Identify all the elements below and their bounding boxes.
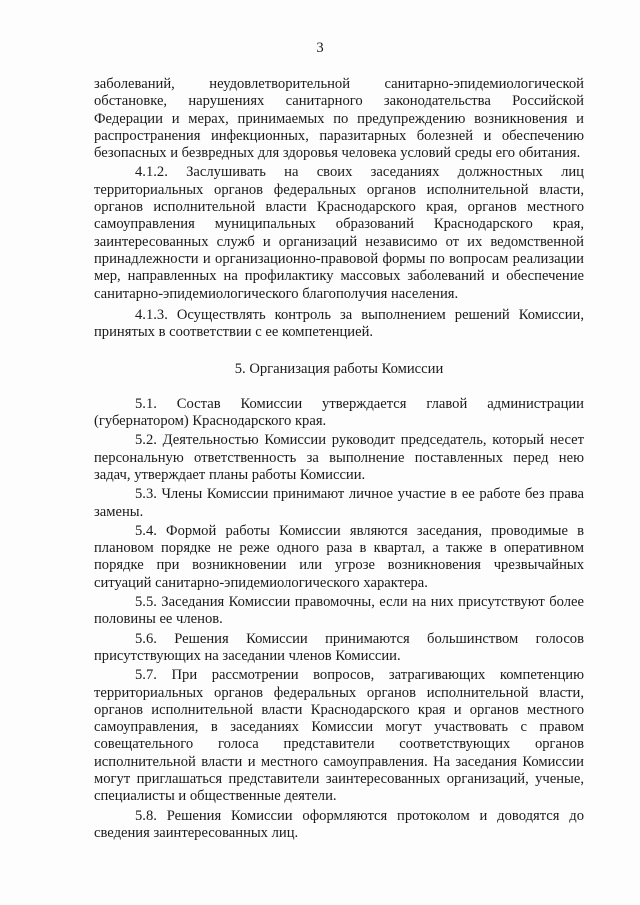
paragraph-4-1-2: 4.1.2. Заслушивать на своих заседаниях должностных лиц территориальных органов федеральных органов исполнительной власти, органов исполнительной власти Краснодарского края, органов местного самоуправления муниципальных образований Краснодарского края, заинтересованных служб и организаций независимо от их ведомственной принадлежности и организационно-правовой формы по вопросам реализации мер, направленных на профилактику массовых заболеваний и обеспечение санитарно-эпидемиологического благополучия населения. [94,164,584,302]
paragraph-5-7: 5.7. При рассмотрении вопросов, затрагивающих компетенцию территориальных органов федеральных органов исполнительной власти, органов исполнительной власти Краснодарского края и органов местного самоуправления, в заседаниях Комиссии могут участвовать с правом совещательного голоса представители соответствующих органов исполнительной власти и местного самоуправления. На заседания Комиссии могут приглашаться представители заинтересованных организаций, ученые, специалисты и общественные деятели. [94,667,584,805]
document-body [94,76,584,842]
section-heading: 5. Организация работы Комиссии [234,361,444,378]
paragraph-5-5: 5.5. Заседания Комиссии правомочны, если на них присутствуют более половины ее членов. [94,594,584,628]
paragraph-5-2: 5.2. Деятельностью Комиссии руководит председатель, который несет персональную ответственность за выполнение поставленных перед нею задач, утверждает планы работы Комиссии. [94,432,584,483]
page-number: 3 [316,40,324,56]
paragraph-continuation: заболеваний, неудовлетворительной санитарно-эпидемиологической обстановке, нарушениях санитарного законодательства Российской Федерации и мерах, принимаемых по предупреждению возникновения и распространения инфекционных, паразитарных болезней и обеспечению безопасных и безвредных для здоровья человека условий среды его обитания. [94,76,584,162]
paragraph-5-1: 5.1. Состав Комиссии утверждается главой администрации (губернатором) Краснодарского края. [94,395,584,430]
paragraph-5-4: 5.4. Формой работы Комиссии являются заседания, проводимые в плановом порядке не реже одного раза в квартал, а также в оперативном порядке при возникновении или угрозе возникновения чрезвычайных ситуаций санитарно-эпидемиологического характера. [94,522,584,591]
paragraph-5-8: 5.8. Решения Комиссии оформляются протоколом и доводятся до сведения заинтересованных лиц. [94,807,584,841]
paragraph-4-1-3: 4.1.3. Осуществлять контроль за выполнением решений Комиссии, принятых в соответствии с ее компетенцией. [94,306,584,341]
paragraph-5-6: 5.6. Решения Комиссии принимаются большинством голосов присутствующих на заседании членов Комиссии. [94,630,584,664]
paragraph-5-3: 5.3. Члены Комиссии принимают личное участие в ее работе без права замены. [94,486,584,520]
